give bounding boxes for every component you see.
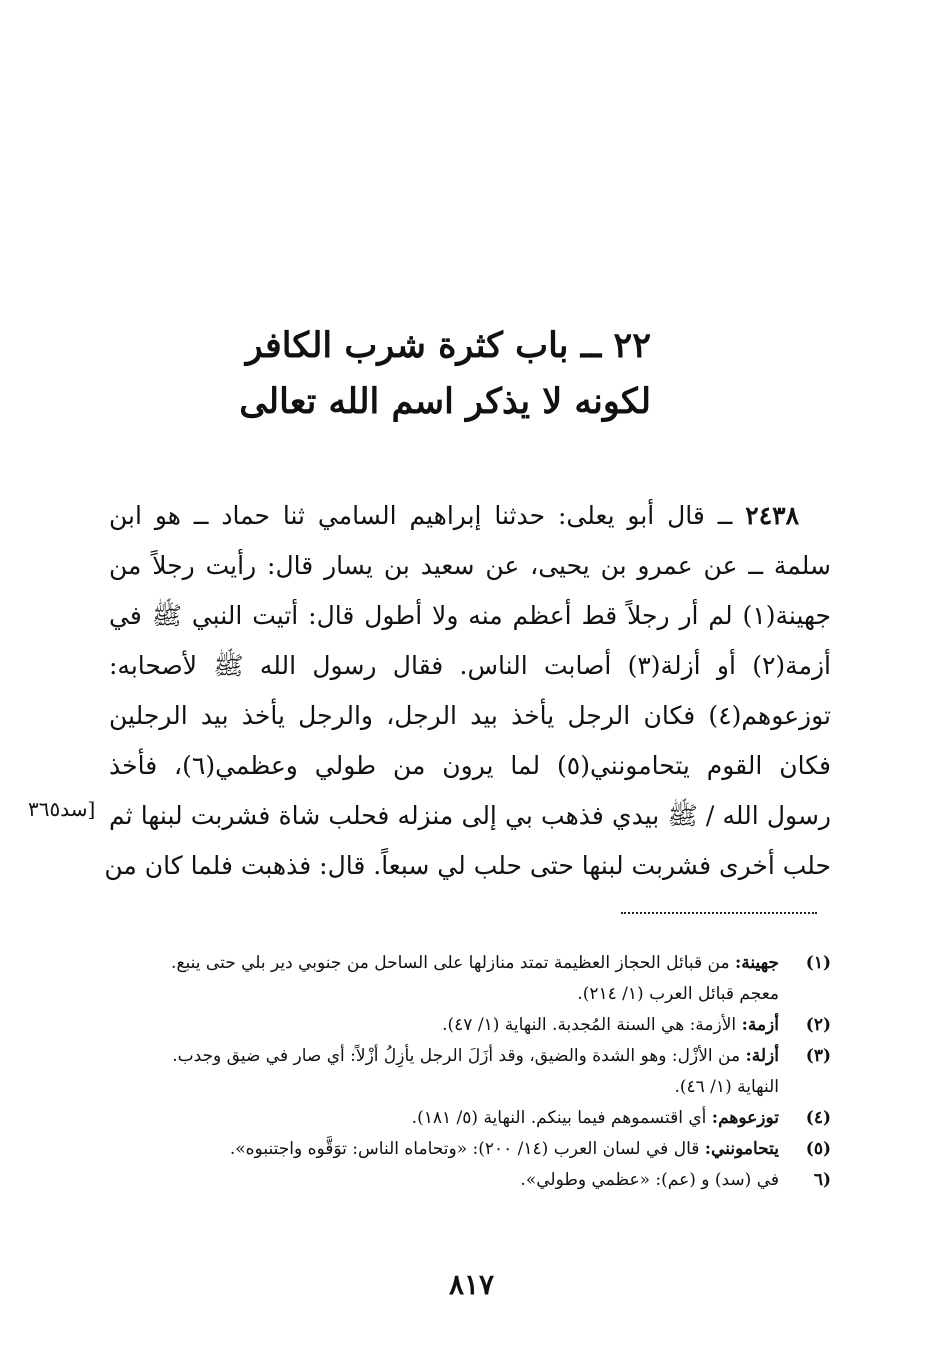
footnote-number: (٢) — [805, 1015, 831, 1035]
footnote-5: (٥) يتحامونني: قال في لسان العرب (١٤/ ٢٠٠): «وتحاماه الناس: توَقَّوه واجتنبوه». — [96, 1134, 831, 1165]
chapter-title — [239, 318, 651, 430]
hadith-line: أزمة(٢) أو أزلة(٣) أصابت الناس. فقال رسول الله ﷺ لأصحابه: — [109, 651, 831, 680]
hadith-line: توزعوهم(٤) فكان الرجل يأخذ بيد الرجل، والرجل يأخذ بيد الرجلين — [109, 701, 831, 730]
hadith-line: رسول الله / ﷺ بيدي فذهب بي إلى منزله فحلب شاة فشربت لبنها ثم — [109, 801, 831, 830]
hadith-line: فكان القوم يتحامونني(٥) لما يرون من طولي وعظمي(٦)، فأخذ — [109, 751, 832, 780]
hadith-line: حلب أخرى فشربت لبنها حتى حلب لي سبعاً. قال: فذهبت فلما كان من — [104, 851, 831, 880]
hadith-line: جهينة(١) لم أر رجلاً قط أعظم منه ولا أطول قال: أتيت النبي ﷺ في — [109, 601, 831, 630]
footnote-number: (٤) — [805, 1108, 831, 1128]
footnote-6: (٦ في (سد) و (عم): «عظمي وطولي». — [96, 1165, 831, 1196]
footnote-term: يتحامونني: — [704, 1139, 779, 1159]
footnote-term: توزعوهم: — [711, 1108, 779, 1128]
footnotes — [96, 948, 831, 1196]
footnote-term: أزمة: — [741, 1015, 779, 1035]
footnote-number: (١) — [805, 953, 831, 973]
hadith-line: ٢٤٣٨ ــ قال أبو يعلى: حدثنا إبراهيم السامي ثنا حماد ــ هو ابن — [109, 501, 799, 530]
footnote-1: (١) جهينة: من قبائل الحجاز العظيمة تمتد منازلها على الساحل من جنوبي دير بلي حتى ينبع. معجم قبائل العرب (١/ ٢١٤). — [96, 948, 831, 1010]
chapter-title-line-2: لكونه لا يذكر اسم الله تعالى — [239, 381, 651, 422]
page-number: ٨١٧ — [448, 1268, 495, 1301]
footnote-number: (٥) — [805, 1139, 831, 1159]
footnote-term: أزلة: — [745, 1046, 779, 1066]
footnote-separator — [621, 912, 817, 914]
footnote-3: (٣) أزلة: من الأزْل: وهو الشدة والضيق، وقد أزَلَ الرجل يأزِلُ أزْلاً: أي صار في ضيق وجدب. النهاية (١/ ٤٦). — [96, 1041, 831, 1103]
manuscript-margin-note: [سد٣٦٥ — [28, 797, 96, 821]
footnote-number: (٦ — [813, 1170, 831, 1190]
hadith-text — [104, 491, 832, 891]
footnote-2: (٢) أزمة: الأزمة: هي السنة المُجدبة. النهاية (١/ ٤٧). — [96, 1010, 831, 1041]
footnote-4: (٤) توزعوهم: أي اقتسموهم فيما بينكم. النهاية (٥/ ١٨١). — [96, 1103, 831, 1134]
hadith-line: سلمة ــ عن عمرو بن يحيى، عن سعيد بن يسار قال: رأيت رجلاً من — [109, 551, 831, 580]
footnote-term: جهينة: — [735, 953, 779, 973]
footnote-number: (٣) — [805, 1046, 831, 1066]
chapter-title-line-1: ٢٢ ــ باب كثرة شرب الكافر — [245, 325, 651, 366]
hadith-number: ٢٤٣٨ — [745, 501, 799, 530]
